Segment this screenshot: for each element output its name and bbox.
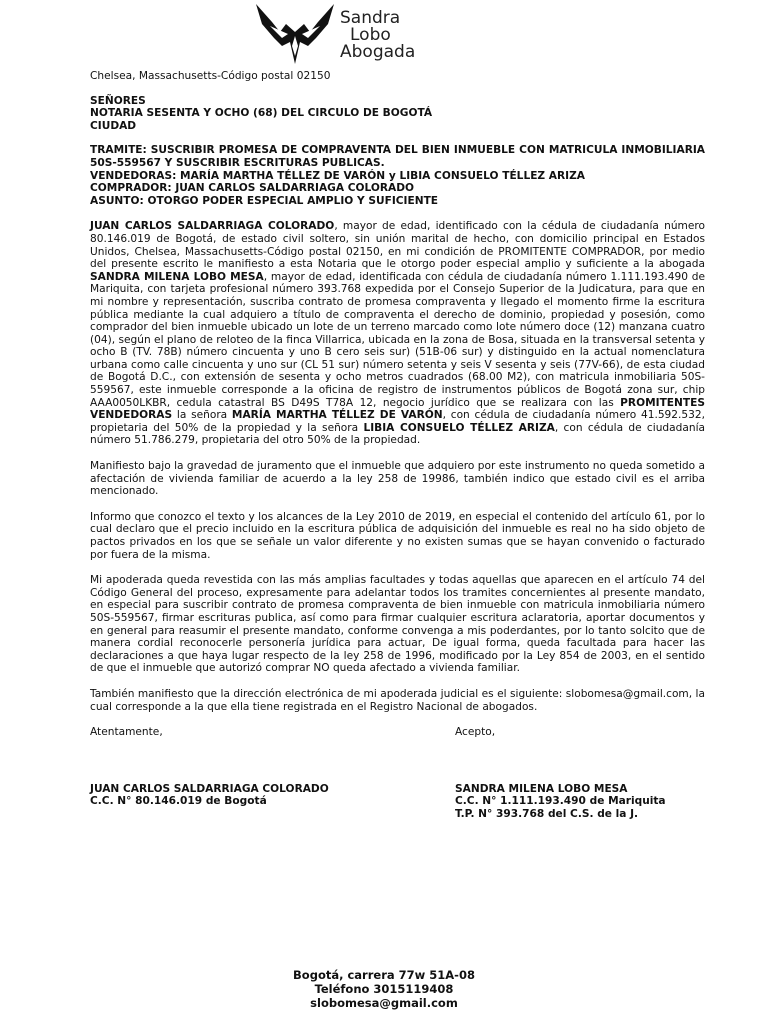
paragraph-5: También manifiesto que la dirección electrónica de mi apoderada judicial es el siguiente: slobomesa@gmail.com, la cual corresponde a la que ella tiene registrada en el Registro Nacional de abogados. bbox=[90, 687, 705, 713]
attorney-name: SANDRA MILENA LOBO MESA bbox=[90, 270, 264, 283]
letter-body bbox=[90, 70, 705, 821]
location-line: Chelsea, Massachusetts-Código postal 02150 bbox=[90, 70, 331, 82]
sellers-label: PROMITENTES VENDEDORAS bbox=[90, 396, 705, 422]
paragraph-3: Informo que conozco el texto y los alcances de la Ley 2010 de 2019, en especial el contenido del artículo 61, por lo cual declaro que el precio incluido en la escritura pública de adquisición del inmueble es real no ha sido objeto de pactos privados en los que se señale un valor diferente y no existen sumas que se hayan convenido o facturado por fuera de la misma. bbox=[90, 510, 705, 561]
grantor-name: JUAN CARLOS SALDARRIAGA COLORADO bbox=[90, 220, 335, 233]
subject-comprador: COMPRADOR: JUAN CARLOS SALDARRIAGA COLORADO bbox=[90, 182, 415, 195]
signature-right-tp: T.P. N° 393.768 del C.S. de la J. bbox=[455, 807, 639, 820]
footer-address: Bogotá, carrera 77w 51A-08 bbox=[293, 968, 475, 982]
paragraph-1: JUAN CARLOS SALDARRIAGA COLORADO, mayor de edad, identificado con la cédula de ciudadanía número 80.146.019 de Bogotá, de estado civil soltero, sin unión marital de hecho, con domicilio principal en Estados Unidos, Chelsea, Massachusetts-Código postal 02150, en mi condición de PROMITENTE COMPRADOR, por medio del presente escrito le manifiesto a esta Notaria que le otorgo poder especial amplio y suficiente a la abogada SANDRA MILENA LOBO MESA, mayor de edad, identificada con cédula de ciudadanía número 1.111.193.490 de Mariquita, con tarjeta profesional número 393.768 expedida por el Consejo Superior de la Judicatura, para que en mi nombre y representación, suscriba contrato de promesa compraventa y llegado el momento firme la escritura pública mediante la cual adquiero a título de compraventa el derecho de dominio, propiedad y posesión, como comprador del bien inmueble ubicado un lote de un terreno marcado como lote número doce (12) manzana cuatro (04), según el plano de reloteo de la finca Villarrica, ubicada en la zona de Bosa, situada en la transversal setenta y ocho B (TV. 78B) número cincuenta y uno B cero seis sur) (51B-06 sur) y distinguido en la actual nomenclatura urbana como calle cincuenta y uno sur (CL 51 sur) número setenta y seis V sesenta y seis (77V-66), de esta ciudad de Bogotá D.C., con extensión de sesenta y ocho metros cuadrados (68.00 M2), con matricula inmobiliaria 50S-559567, este inmueble corresponde a la oficina de registro de instrumentos públicos de Bogotá zona sur, chip AAA0050LKBR, cedula catastral BS D49S T78A 12, negocio jurídico que se realizara con las PROMITENTES VENDEDORAS la señora MARÍA MARTHA TÉLLEZ DE VARÓN, con cédula de ciudadanía número 41.592.532, propietaria del 50% de la propiedad y la señora LIBIA CONSUELO TÉLLEZ ARIZA, con cédula de ciudadanía número 51.786.279, propietaria del otro 50% de la propiedad. bbox=[90, 220, 706, 447]
logo bbox=[250, 2, 450, 66]
signature-left bbox=[90, 783, 450, 821]
subject-tramite: TRAMITE: SUSCRIBIR PROMESA DE COMPRAVENTA DEL BIEN INMUEBLE CON MATRICULA INMOBILIARIA 50S-559567 Y SUSCRIBIR ESCRITURAS PUBLICAS. bbox=[90, 144, 705, 169]
paragraph-4: Mi apoderada queda revestida con las más amplias facultades y todas aquellas que aparecen en el artículo 74 del Código General del proceso, expresamente para adelantar todos los tramites concernientes al presente mandato, en especial para suscribir contrato de promesa compraventa de bien inmueble con matricula inmobiliaria número 50S-559567, firmar escrituras publica, así como para firmar cualquier escritura aclaratoria, aportar documentos y en general para reasumir el presente mandato, conforme convenga a mis poderdantes, por lo tanto solcito que de manera cordial reconocerle personería jurídica para actuar, De igual forma, queda facultada para hacer las declaraciones a que haya lugar respecto de la ley 258 de 1996, modificado por la Ley 854 de 2003, en el sentido de que el inmueble que autorizó comprar NO queda afectado a vivienda familiar. bbox=[90, 574, 705, 675]
seller-1-name: MARÍA MARTHA TÉLLEZ DE VARÓN bbox=[231, 409, 443, 422]
closing-left: Atentamente, bbox=[90, 726, 163, 739]
logo-line-2: Lobo bbox=[350, 25, 391, 45]
signature-right-id: C.C. N° 1.111.193.490 de Mariquita bbox=[455, 795, 666, 808]
addressee-line-2: NOTARIA SESENTA Y OCHO (68) DEL CIRCULO DE BOGOTÁ bbox=[90, 107, 433, 120]
subject-asunto: ASUNTO: OTORGO PODER ESPECIAL AMPLIO Y SUFICIENTE bbox=[90, 194, 439, 207]
logo-line-1: Sandra bbox=[340, 8, 401, 28]
addressee-line-1: SEÑORES bbox=[90, 94, 146, 107]
signature-block bbox=[90, 783, 705, 821]
signature-right-name: SANDRA MILENA LOBO MESA bbox=[455, 782, 628, 795]
subject-vendedoras: VENDEDORAS: MARÍA MARTHA TÉLLEZ DE VARÓN y LIBIA CONSUELO TÉLLEZ ARIZA bbox=[90, 169, 585, 182]
footer bbox=[0, 968, 768, 1010]
seller-2-name: LIBIA CONSUELO TÉLLEZ ARIZA bbox=[363, 421, 555, 434]
closing-right: Acepto, bbox=[455, 726, 496, 739]
signature-left-name: JUAN CARLOS SALDARRIAGA COLORADO bbox=[90, 782, 329, 795]
addressee-line-3: CIUDAD bbox=[90, 119, 137, 132]
logo-line-3: Abogada bbox=[340, 42, 416, 62]
signature-right bbox=[455, 783, 705, 821]
logo-text bbox=[340, 10, 415, 61]
paragraph-2: Manifiesto bajo la gravedad de juramento que el inmueble que adquiero por este instrumento no queda sometido a afectación de vivienda familiar de acuerdo a la ley 258 de 19986, también indico que estado civil es el arriba mencionado. bbox=[90, 460, 705, 498]
footer-phone: Teléfono 3015119408 bbox=[314, 982, 454, 996]
wolf-logo-icon bbox=[250, 2, 340, 66]
signature-left-id: C.C. N° 80.146.019 de Bogotá bbox=[90, 795, 267, 808]
closing-row bbox=[90, 726, 705, 739]
footer-email: slobomesa@gmail.com bbox=[310, 996, 458, 1010]
